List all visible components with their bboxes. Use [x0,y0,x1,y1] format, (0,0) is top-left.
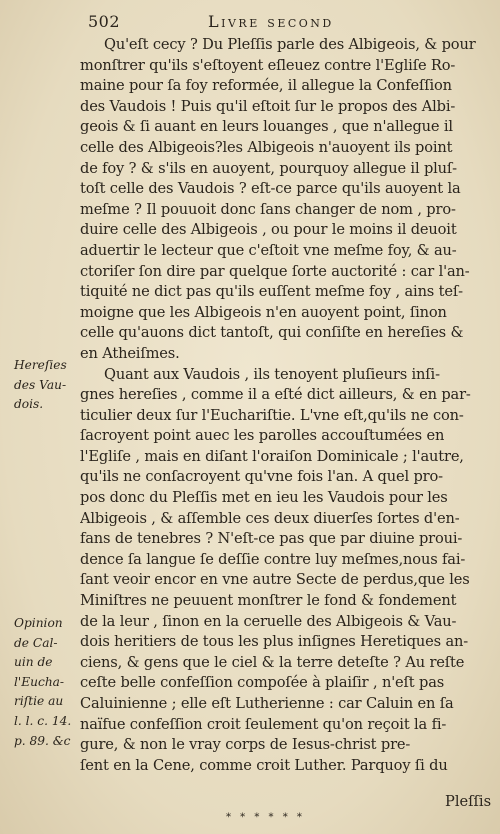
text-line: moigne que les Albigeois n'en auoyent point, ſinon [80,303,447,321]
text-line: Quant aux Vaudois , ils tenoyent pluſieurs inſi- [104,365,440,383]
running-title: Livre second [208,12,334,31]
catchword: Pleſſis [445,793,492,810]
margin-note-line: p. 89. &c [14,733,71,748]
margin-note-line: Opinion [14,616,63,630]
signature-mark: * * * * * * [226,812,305,823]
text-line: maine pour ſa foy reformée, il allegue la Confeſſion [80,77,452,95]
text-line: de foy ? & s'ils en auoyent, pourquoy allegue il pluſ- [80,159,457,177]
text-line: gnes hereſies , comme il a eſté dict ailleurs, & en par- [80,386,471,404]
text-line: celle qu'auons dict tantoſt, qui conſiſte en hereſies & [80,324,464,342]
text-line: de la leur , ſinon en la ceruelle des Albigeois & Vau- [80,612,457,630]
text-line: meſme ? Il pouuoit donc ſans changer de nom , pro- [80,200,456,218]
text-line: ſant veoir encor en vne autre Secte de perdus,que les [80,571,470,589]
text-line: tiquité ne dict pas qu'ils euſſent meſme foy , ains teſ- [80,283,463,301]
text-line: ſacroyent point auec les parolles accouſtumées en [80,427,445,445]
text-line: fans de tenebres ? N'eſt-ce pas que par diuine proui- [80,530,463,548]
text-line: pos donc du Pleſſis met en ieu les Vaudois pour les [80,489,448,507]
text-line: gure, & non le vray corps de Iesus-christ pre- [80,736,411,754]
text-line: toſt celle des Vaudois ? eſt-ce parce qu'ils auoyent la [80,180,461,198]
text-line: monſtrer qu'ils s'eſtoyent eſleuez contre l'Egliſe Ro- [80,56,456,74]
text-line: ſent en la Cene, comme croit Luther. Parquoy ſi du [80,756,448,774]
text-line: dois heritiers de tous les plus inſignes Heretiques an- [80,633,469,651]
page-number: 502 [88,12,121,31]
page-header [0,6,500,30]
text-line: des Vaudois ! Puis qu'il eſtoit ſur le propos des Albi- [80,97,456,115]
text-line: ctoriſer ſon dire par quelque ſorte auctorité : car l'an- [80,262,470,280]
text-line: geois & ſi auant en leurs louanges , que n'allegue il [80,118,453,136]
text-line: aduertir le lecteur que c'eſtoit vne meſme foy, & au- [80,241,457,259]
margin-note-line: l'Eucha- [14,674,65,689]
text-line: Miniſtres ne peuuent monſtrer le fond & fondement [80,592,457,610]
margin-note-line: dois. [14,397,44,412]
margin-note-line: des Vau- [14,377,67,392]
text-line: ciens, & gens que le ciel & la terre deteſte ? Au reſte [80,653,465,671]
text-line: en Atheiſmes. [80,344,180,362]
margin-note-line: uin de [14,655,53,670]
margin-note-line: l. l. c. 14. [14,713,72,728]
text-line: Albigeois , & aſſemble ces deux diuerſes ſortes d'en- [80,509,460,527]
margin-note-line: Hereſies [14,358,67,372]
text-line: ticulier deux ſur l'Euchariſtie. L'vne eſt,qu'ils ne con- [80,406,464,424]
text-line: celle des Albigeois?les Albigeois n'auoyent ils point [80,138,453,156]
margin-note-line: de Cal- [14,635,58,650]
text-line: naïfue confeſſion croit ſeulement qu'on reçoit la fi- [80,715,447,733]
text-line: l'Egliſe , mais en diſant l'oraiſon Dominicale ; l'autre, [80,447,464,465]
text-line: qu'ils ne conſacroyent qu'vne fois l'an. A quel pro- [80,468,443,486]
margin-note-opinion [14,614,80,751]
body-text [80,35,480,776]
margin-note-line: riſtie au [14,694,64,709]
text-line: ceſte belle confeſſion compoſée à plaiſir , n'eſt pas [80,674,445,692]
text-line: duire celle des Albigeois , ou pour le moins il deuoit [80,221,457,239]
text-line: Caluinienne ; elle eſt Lutherienne : car Caluin en ſa [80,695,454,712]
text-line: Qu'eſt cecy ? Du Pleſſis parle des Albigeois, & pour [104,36,476,53]
text-line: dence ſa langue ſe deſſie contre luy meſmes,nous fai- [80,550,466,568]
margin-note-heresies [14,356,80,415]
